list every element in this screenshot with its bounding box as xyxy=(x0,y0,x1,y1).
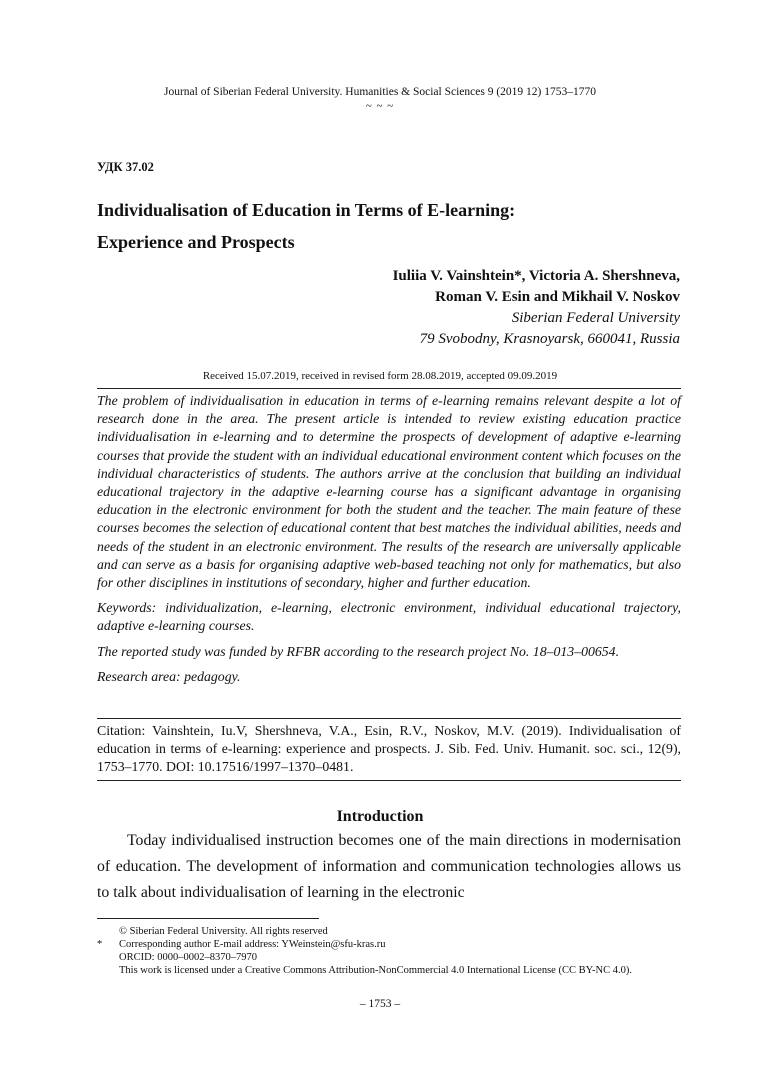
funding-note: The reported study was funded by RFBR according to the research project No. 18–013–00654. xyxy=(97,643,620,659)
license-text: This work is licensed under a Creative Commons Attribution-NonCommercial 4.0 International License (CC BY-NC 4.0). xyxy=(119,965,632,976)
footnote-copyright xyxy=(97,925,697,938)
article-title xyxy=(97,194,677,258)
address: 79 Svobodny, Krasnoyarsk, 660041, Russia xyxy=(419,331,680,347)
section-heading-introduction: Introduction xyxy=(336,808,424,825)
keywords: Keywords: individualization, e-learning, electronic environment, individual educational trajectory, adaptive e-learning courses. xyxy=(97,600,681,634)
abstract xyxy=(97,392,681,693)
affiliation: Siberian Federal University xyxy=(511,310,680,326)
orcid-text: ORCID: 0000–0002–8370–7970 xyxy=(119,952,257,963)
corresponding-author-text: Corresponding author E-mail address: YWeinstein@sfu-kras.ru xyxy=(119,939,386,950)
research-area: Research area: pedagogy. xyxy=(97,668,241,684)
footnotes xyxy=(97,925,697,977)
authors-line-1: Iuliia V. Vainshtein*, Victoria A. Shershneva, xyxy=(392,268,680,284)
abstract-top-rule xyxy=(97,388,681,389)
journal-header: Journal of Siberian Federal University. Humanities & Social Sciences 9 (2019 12) 1753–1770 xyxy=(163,86,597,98)
footnote-copyright-text: © Siberian Federal University. All rights reserved xyxy=(119,926,328,937)
citation: Citation: Vainshtein, Iu.V, Shershneva, V.A., Esin, R.V., Noskov, M.V. (2019). Individualisation of education in terms of e-learning: experience and prospects. J. Sib. Fed. Univ. Humanit. soc. sci., 12(9), 1753–1770. DOI: 10.17516/1997–1370–0481. xyxy=(97,723,681,775)
header-ornament: ~ ~ ~ xyxy=(365,100,395,112)
udk-code: УДК 37.02 xyxy=(97,160,154,174)
abstract-text: The problem of individualisation in education in terms of e-learning remains relevant despite a lot of research done in the area. The present article is intended to review existing education practice individualisation in e-learning and to determine the prospects of development of adaptive e-learning courses that provide the student with an individual educational environment content which focuses on the individual characteristics of students. The authors arrive at the conclusion that building an individual educational trajectory in the adaptive e-learning course has a significant advantage in organising education in the electronic environment for both the student and the teacher. The main feature of these courses becomes the selection of educational content that best matches the individual abilities, needs and needs of the student in an electronic environment. The results of the research are universally applicable and can serve as a basis for organising adaptive web-based teaching not only for mathematics, but also for other disciplines in institutions of secondary, higher and further education. xyxy=(97,393,681,591)
introduction-paragraph: Today individualised instruction becomes one of the main directions in modernisation of education. The development of information and communication technologies allows us to talk about individualisation of learning in the electronic xyxy=(97,832,681,901)
citation-bottom-rule xyxy=(97,780,681,781)
asterisk-mark: * xyxy=(97,939,103,950)
title-line-1: Individualisation of Education in Terms of E-learning: xyxy=(97,200,516,220)
citation-top-rule xyxy=(97,718,681,719)
footnote-corresponding xyxy=(97,938,697,951)
page-number: – 1753 – xyxy=(359,998,401,1010)
authors-line-2: Roman V. Esin and Mikhail V. Noskov xyxy=(435,289,680,305)
received-dates: Received 15.07.2019, received in revised form 28.08.2019, accepted 09.09.2019 xyxy=(202,370,558,382)
footnote-orcid xyxy=(97,951,697,964)
footnote-license xyxy=(97,964,697,977)
footnote-rule xyxy=(97,918,319,919)
title-line-2: Experience and Prospects xyxy=(97,232,295,252)
author-block xyxy=(393,266,680,350)
